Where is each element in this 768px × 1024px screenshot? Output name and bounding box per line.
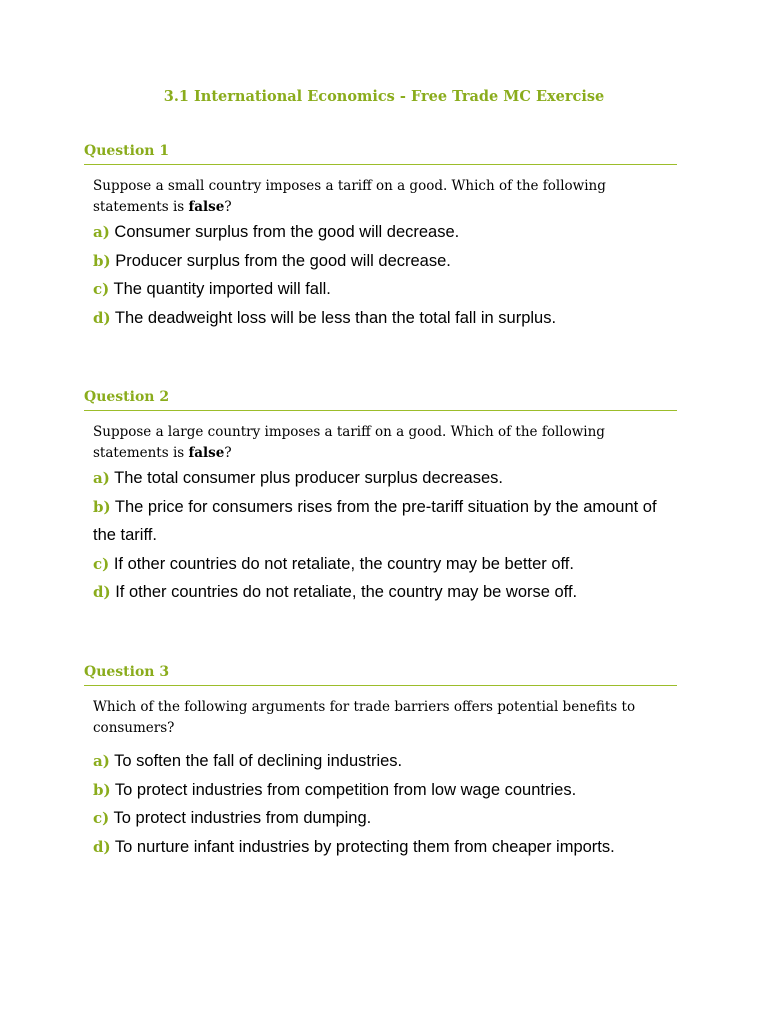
option-letter: b) [93, 497, 111, 516]
option-letter: d) [93, 583, 111, 601]
option-text: The total consumer plus producer surplus decreases. [114, 469, 503, 487]
question-heading: Question 1 [84, 142, 677, 165]
option-text: To protect industries from dumping. [113, 809, 372, 827]
option-a [93, 218, 677, 247]
option-text: The quantity imported will fall. [113, 280, 331, 298]
question-3 [84, 663, 677, 861]
option-c [93, 550, 677, 579]
option-text: If other countries do not retaliate, the country may be worse off. [115, 583, 578, 601]
option-c [93, 804, 677, 833]
question-prompt [93, 176, 673, 218]
option-c [93, 275, 677, 304]
option-text: To nurture infant industries by protecting them from cheaper imports. [114, 837, 615, 856]
option-list [93, 747, 677, 861]
option-b [93, 776, 677, 805]
option-letter: d) [93, 308, 111, 327]
option-text: The price for consumers rises from the pre-tariff situation by the amount of the tariff. [93, 497, 657, 544]
option-a [93, 747, 677, 776]
prompt-text: Suppose a large country imposes a tariff on a good. Which of the following statements is [93, 424, 605, 461]
option-text: The deadweight loss will be less than the total fall in surplus. [114, 308, 557, 327]
option-a [93, 464, 677, 493]
question-2 [84, 388, 677, 607]
prompt-text: Which of the following arguments for trade barriers offers potential benefits to consumers? [93, 699, 636, 736]
prompt-punctuation: ? [224, 199, 232, 215]
question-prompt [93, 697, 673, 739]
prompt-emphasis: false [188, 199, 225, 215]
option-letter: a) [93, 752, 110, 770]
prompt-text: Suppose a small country imposes a tariff on a good. Which of the following statements is [93, 178, 606, 215]
option-letter: a) [93, 223, 110, 241]
option-text: Producer surplus from the good will decrease. [115, 251, 451, 270]
question-heading: Question 3 [84, 663, 677, 686]
option-letter: c) [93, 280, 110, 298]
option-text: To protect industries from competition from low wage countries. [114, 780, 577, 799]
option-letter: c) [93, 554, 110, 573]
option-b [93, 493, 677, 550]
option-list [93, 464, 677, 607]
question-1 [84, 142, 677, 332]
option-letter: c) [93, 809, 110, 827]
document-title: 3.1 International Economics - Free Trade MC Exercise [163, 88, 605, 105]
option-letter: b) [93, 780, 111, 799]
option-letter: d) [93, 837, 111, 856]
question-heading: Question 2 [84, 388, 677, 411]
option-b [93, 247, 677, 276]
option-letter: b) [93, 251, 111, 270]
question-prompt [93, 422, 673, 464]
option-text: To soften the fall of declining industries. [114, 752, 403, 770]
option-text: Consumer surplus from the good will decrease. [114, 223, 460, 241]
option-d [93, 578, 677, 607]
option-text: If other countries do not retaliate, the country may be better off. [113, 554, 574, 573]
option-list [93, 218, 677, 332]
option-d [93, 833, 677, 862]
option-d [93, 304, 677, 333]
prompt-emphasis: false [188, 445, 225, 461]
option-letter: a) [93, 469, 110, 487]
prompt-punctuation: ? [224, 445, 232, 461]
